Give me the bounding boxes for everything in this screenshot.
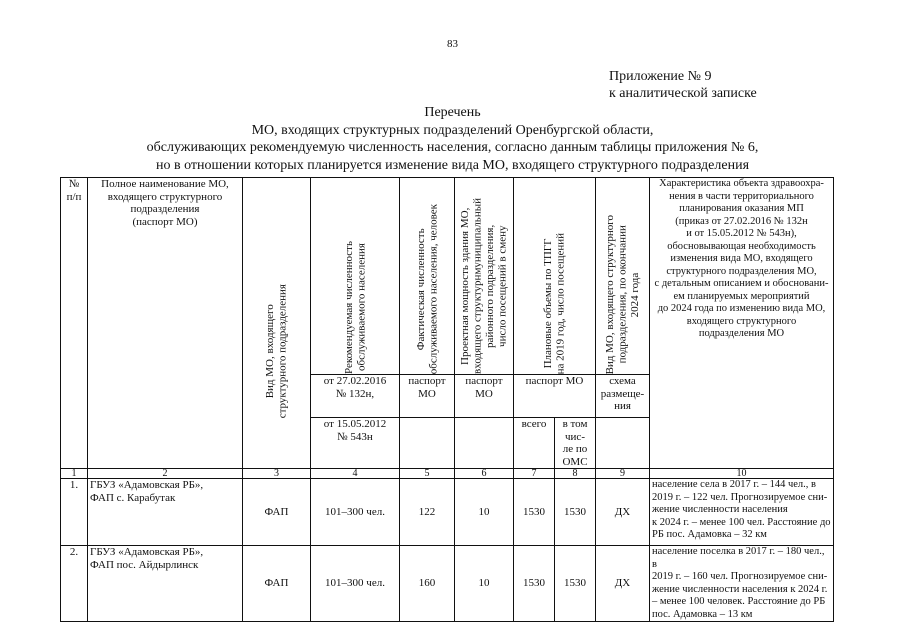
column-number: 1: [61, 469, 88, 479]
header-actual: [400, 178, 455, 375]
column-number: 2: [88, 469, 243, 479]
column-number: 6: [455, 469, 514, 479]
header-empty-6: [455, 418, 514, 469]
header-mo-type-text: Вид МО, входящего структурного подразделения: [264, 283, 289, 418]
title-line-4: но в отношении которых планируется изменение вида МО, входящего структурного подразделения: [155, 157, 750, 173]
column-number: 4: [311, 469, 400, 479]
row-mo-name: ГБУЗ «Адамовская РБ», ФАП пос. Айдырлинск: [88, 546, 243, 622]
row-capacity: 10: [455, 479, 514, 546]
row-total: 1530: [514, 546, 555, 622]
header-empty-5: [400, 418, 455, 469]
column-number: 3: [243, 469, 311, 479]
row-oms: 1530: [555, 546, 596, 622]
header-source-order-2: от 15.05.2012 № 543н: [311, 418, 400, 469]
column-number: 8: [555, 469, 596, 479]
row-oms: 1530: [555, 479, 596, 546]
row-total: 1530: [514, 479, 555, 546]
header-row-main: [61, 178, 834, 375]
column-number: 5: [400, 469, 455, 479]
header-planned-volumes-text: Плановые объемы по ТПГГ на 2019 год, число посещений: [542, 232, 567, 374]
header-source-scheme: схема размеще- ния: [596, 375, 650, 418]
header-characteristic: Характеристика объекта здравоохра- нения в части территориального планирования оказания МП (приказ от 27.02.2016 № 132н и от 15.05.2012 № 543н), обосновывающая необходимость изменения вида МО, входящего структурного подразделения МО, с детальным описанием и обосновани- ем планируемых мероприятий до 2024 года по изменению вида МО, входящего структурного подразделения МО: [650, 178, 834, 469]
header-empty-9: [596, 418, 650, 469]
column-number: 10: [650, 469, 834, 479]
row-future-type: ДХ: [596, 546, 650, 622]
header-future-type: [596, 178, 650, 375]
table-row: [61, 479, 834, 546]
page-number: 83: [447, 38, 458, 50]
header-capacity-text: Проектная мощность здания МО, входящего структурнмуниципальный районного подразделения, число посещений в смену: [459, 198, 509, 374]
row-mo-name: ГБУЗ «Адамовская РБ», ФАП с. Карабутак: [88, 479, 243, 546]
row-description: население поселка в 2017 г. – 180 чел., в 2019 г. – 160 чел. Прогнозируемое сни- жение численности населения к 2024 г. – менее 100 человек. Расстояние до РБ пос. Адамовка – 13 км: [650, 546, 834, 622]
title-line-2: МО, входящих структурных подразделений Оренбургской области,: [251, 122, 654, 138]
column-number: 7: [514, 469, 555, 479]
title-line-1: Перечень: [424, 105, 481, 120]
row-num: 2.: [61, 546, 88, 622]
header-planned-volumes: [514, 178, 596, 375]
header-num: № п/п: [61, 178, 88, 469]
row-future-type: ДХ: [596, 479, 650, 546]
annex-number: Приложение № 9: [609, 69, 712, 84]
header-capacity: [455, 178, 514, 375]
header-actual-text: Фактическая численность обслуживаемого населения, человек: [414, 203, 439, 374]
header-recommended: [311, 178, 400, 375]
row-recommended: 101–300 чел.: [311, 546, 400, 622]
header-mo-name: Полное наименование МО, входящего структурного подразделения (паспорт МО): [88, 178, 243, 469]
header-recommended-text: Рекомендуемая численность обслуживаемого населения: [342, 241, 367, 374]
document-title: [0, 104, 905, 174]
title-line-3: обслуживающих рекомендуемую численность населения, согласно данным таблицы приложения № 6,: [146, 140, 759, 155]
row-actual: 160: [400, 546, 455, 622]
annex-heading: [609, 68, 757, 102]
row-capacity: 10: [455, 546, 514, 622]
header-source-passport-5: паспорт МО: [400, 375, 455, 418]
row-recommended: 101–300 чел.: [311, 479, 400, 546]
header-source-passport-78: паспорт МО: [514, 375, 596, 418]
column-number: 9: [596, 469, 650, 479]
header-oms: в том чис- ле по ОМС: [555, 418, 596, 469]
header-source-order-1: от 27.02.2016 № 132н,: [311, 375, 400, 418]
annex-caption: к аналитической записке: [609, 86, 757, 101]
header-source-passport-6: паспорт МО: [455, 375, 514, 418]
row-num: 1.: [61, 479, 88, 546]
row-mo-type: ФАП: [243, 479, 311, 546]
column-number-row: [61, 469, 834, 479]
row-actual: 122: [400, 479, 455, 546]
mo-list-table: [60, 177, 834, 622]
header-future-type-text: Вид МО, входящего структурного подразделения, по окончании 2024 года: [603, 214, 641, 374]
table-row: [61, 546, 834, 622]
header-mo-type: [243, 178, 311, 469]
row-mo-type: ФАП: [243, 546, 311, 622]
row-description: население села в 2017 г. – 144 чел., в 2019 г. – 122 чел. Прогнозируемое сни- жение численности населения к 2024 г. – менее 100 чел. Расстояние до РБ пос. Адамовка – 32 км: [650, 479, 834, 546]
header-total: всего: [514, 418, 555, 469]
